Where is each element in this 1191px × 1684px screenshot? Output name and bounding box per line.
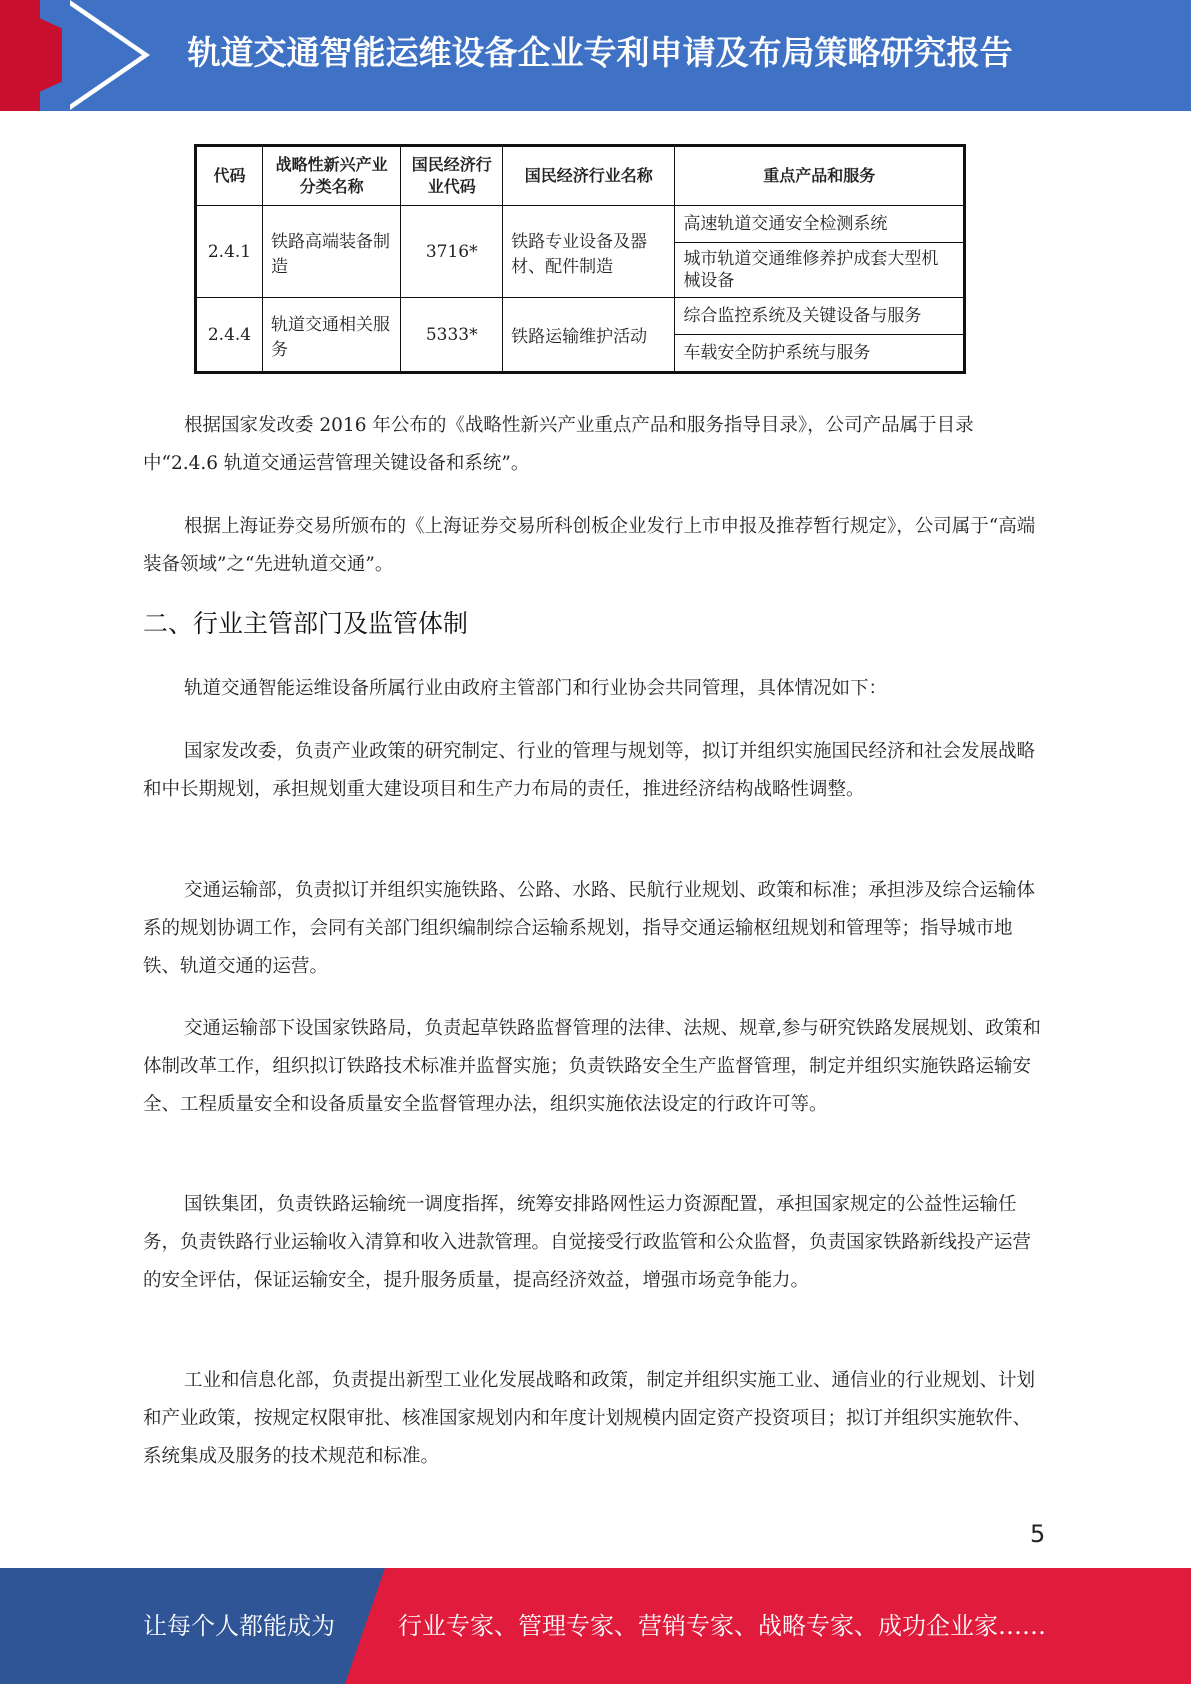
paragraph: 交通运输部下设国家铁路局，负责起草铁路监督管理的法律、法规、规章,参与研究铁路发展规划、政策和体制改革工作，组织拟订铁路技术标准并监督实施；负责铁路安全生产监督管理，制定并组织实施铁路运输安全、工程质量安全和设备质量安全监督管理办法，组织实施依法设定的行政许可等。 bbox=[143, 1018, 1041, 1115]
table-row bbox=[196, 206, 965, 243]
paragraph: 国家发改委，负责产业政策的研究制定、行业的管理与规划等，拟订并组织实施国民经济和社会发展战略和中长期规划，承担规划重大建设项目和生产力布局的责任，推进经济结构战略性调整。 bbox=[143, 741, 1036, 800]
table-cell-code: 2.4.1 bbox=[196, 206, 263, 298]
classification-table bbox=[194, 144, 966, 374]
table-row bbox=[196, 298, 965, 335]
table-cell-industry-code: 5333* bbox=[401, 298, 503, 373]
footer-slogan-right: 行业专家、管理专家、营销专家、战略专家、成功企业家…… bbox=[398, 1612, 1046, 1640]
table-header-cell: 代码 bbox=[196, 146, 263, 206]
paragraph: 轨道交通智能运维设备所属行业由政府主管部门和行业协会共同管理，具体情况如下： bbox=[184, 678, 888, 699]
table-cell-industry-name: 铁路专业设备及器材、配件制造 bbox=[503, 206, 675, 298]
paragraph: 根据上海证券交易所颁布的《上海证券交易所科创板企业发行上市申报及推荐暂行规定》，公司属于“高端装备领域”之“先进轨道交通”。 bbox=[143, 516, 1036, 575]
table-cell-product: 综合监控系统及关键设备与服务 bbox=[675, 298, 965, 335]
footer-slant bbox=[345, 1568, 385, 1684]
table-cell-industry-code: 3716* bbox=[401, 206, 503, 298]
table-cell-industry-name: 铁路运输维护活动 bbox=[503, 298, 675, 373]
table-cell-product: 城市轨道交通维修养护成套大型机械设备 bbox=[675, 243, 965, 298]
table-cell-product: 车载安全防护系统与服务 bbox=[675, 335, 965, 373]
table-header-cell: 国民经济行业名称 bbox=[503, 146, 675, 206]
paragraph: 交通运输部，负责拟订并组织实施铁路、公路、水路、民航行业规划、政策和标准；承担涉及综合运输体系的规划协调工作，会同有关部门组织编制综合运输系规划，指导交通运输枢纽规划和管理等；指导城市地铁、轨道交通的运营。 bbox=[143, 880, 1036, 977]
report-title: 轨道交通智能运维设备企业专利申请及布局策略研究报告 bbox=[187, 33, 1013, 72]
table-header-row bbox=[196, 146, 965, 206]
paragraph: 国铁集团，负责铁路运输统一调度指挥，统筹安排路网性运力资源配置，承担国家规定的公益性运输任务，负责铁路行业运输收入清算和收入进款管理。自觉接受行政监管和公众监督，负责国家铁路新线投产运营的安全评估，保证运输安全，提升服务质量，提高经济效益，增强市场竞争能力。 bbox=[143, 1194, 1032, 1291]
footer-slogan-left: 让每个人都能成为 bbox=[143, 1612, 335, 1640]
section-heading: 二、行业主管部门及监管体制 bbox=[143, 609, 469, 638]
table-header-cell: 国民经济行业代码 bbox=[401, 146, 503, 206]
header-banner bbox=[0, 0, 1191, 111]
table-header-cell: 战略性新兴产业分类名称 bbox=[262, 146, 400, 206]
header-chevron-inner bbox=[62, 0, 142, 110]
paragraph: 工业和信息化部，负责提出新型工业化发展战略和政策，制定并组织实施工业、通信业的行业规划、计划和产业政策，按规定权限审批、核准国家规划内和年度计划规模内固定资产投资项目；拟订并组织实施软件、系统集成及服务的技术规范和标准。 bbox=[143, 1370, 1036, 1467]
table-cell-category: 铁路高端装备制造 bbox=[262, 206, 400, 298]
table-cell-category: 轨道交通相关服务 bbox=[262, 298, 400, 373]
table-header-cell: 重点产品和服务 bbox=[675, 146, 965, 206]
table-cell-product: 高速轨道交通安全检测系统 bbox=[675, 206, 965, 243]
paragraph: 根据国家发改委 2016 年公布的《战略性新兴产业重点产品和服务指导目录》，公司产品属于目录中“2.4.6 轨道交通运营管理关键设备和系统”。 bbox=[143, 415, 974, 474]
footer-banner bbox=[0, 1568, 1191, 1684]
page-number: 5 bbox=[1030, 1520, 1046, 1548]
table-cell-code: 2.4.4 bbox=[196, 298, 263, 373]
